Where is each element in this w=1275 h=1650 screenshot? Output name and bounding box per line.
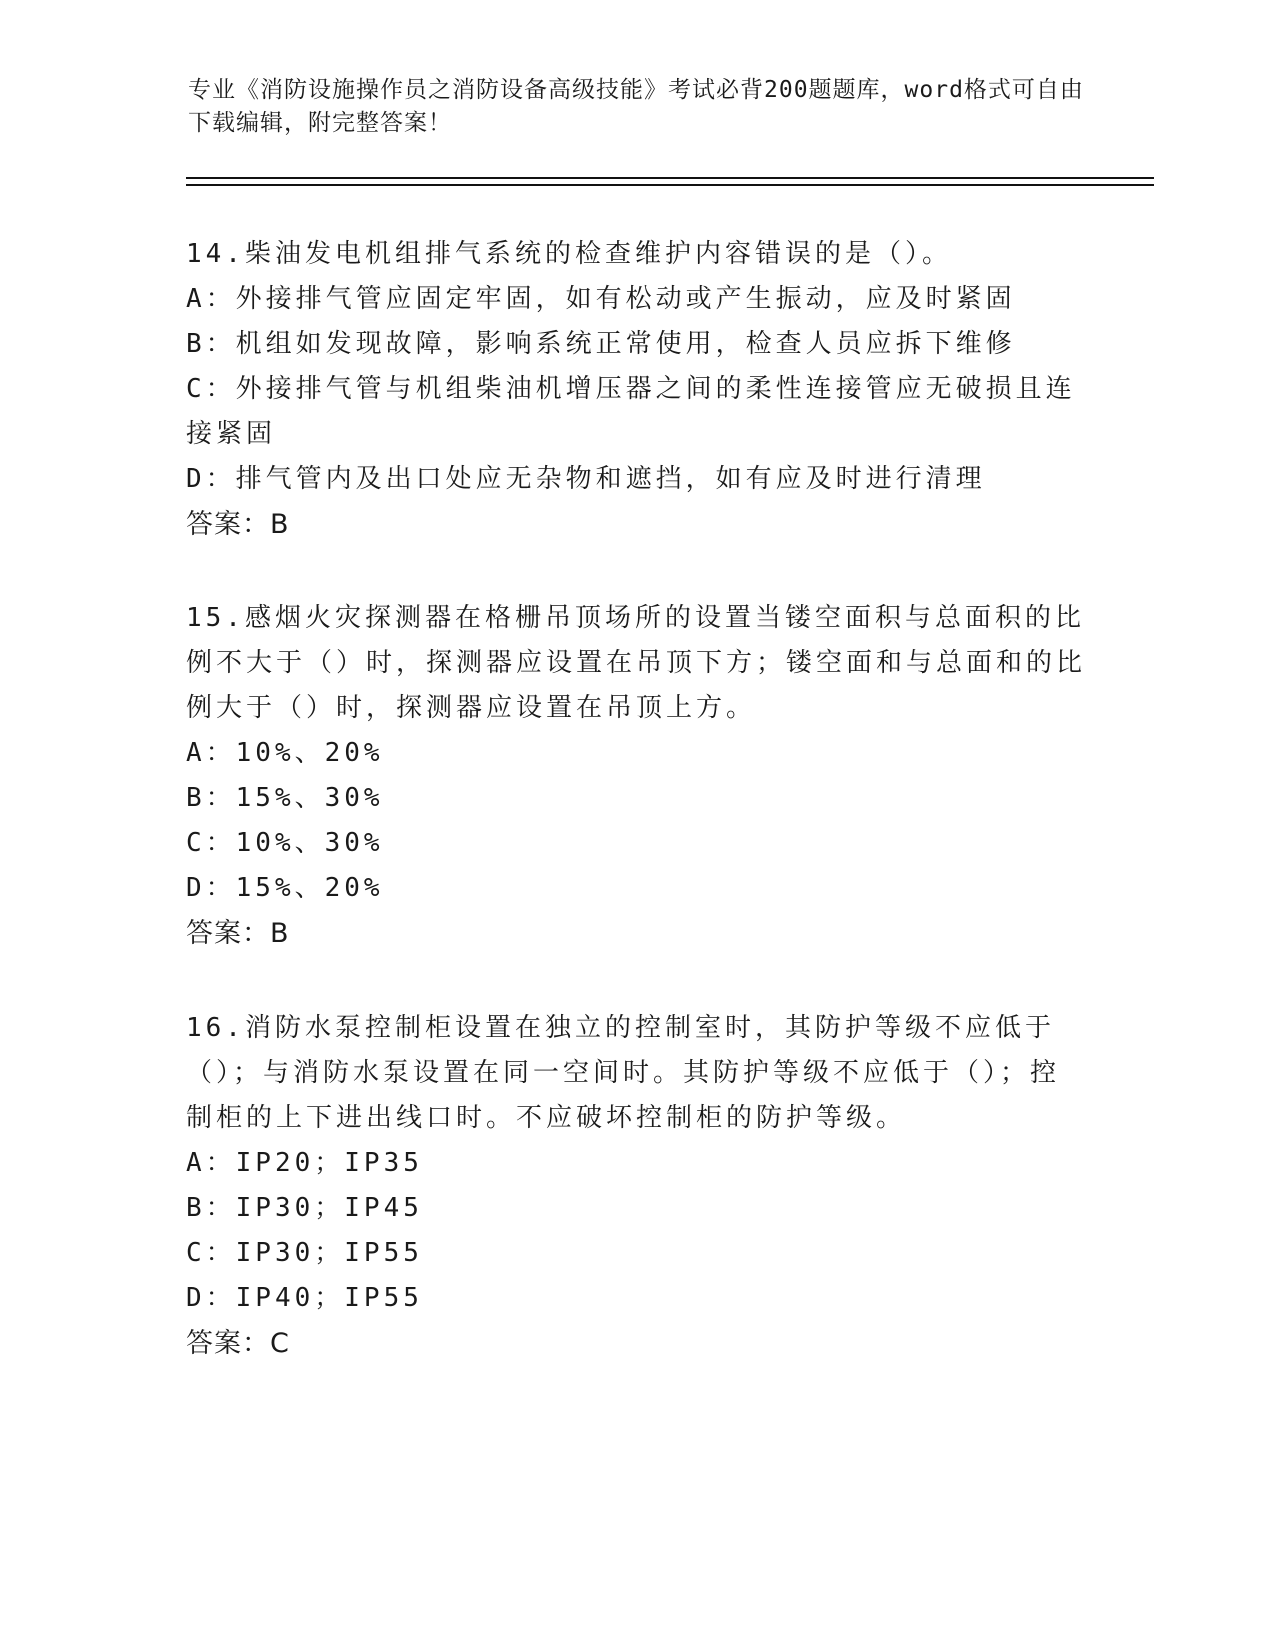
answer: 答案：B <box>186 918 290 949</box>
option-c: C：10%、30% <box>186 828 384 858</box>
question-stem: 16.消防水泵控制柜设置在独立的控制室时，其防护等级不应低于（）；与消防水泵设置在同一空间时。其防护等级不应低于（）；控制柜的上下进出线口时。不应破坏控制柜的防护等级。 <box>186 1013 1061 1133</box>
question-15 <box>186 596 1086 956</box>
header-divider-top <box>186 177 1154 179</box>
question-16 <box>186 1006 1086 1366</box>
option-d: D：15%、20% <box>186 873 384 903</box>
option-a: A：IP20；IP35 <box>186 1148 423 1178</box>
document-header: 专业《消防设施操作员之消防设备高级技能》考试必背200题题库，word格式可自由下载编辑，附完整答案！ <box>188 77 1084 136</box>
option-c: C：外接排气管与机组柴油机增压器之间的柔性连接管应无破损且连接紧固 <box>186 374 1076 449</box>
option-a: A：10%、20% <box>186 738 384 768</box>
question-14 <box>186 232 1086 547</box>
option-b: B：15%、30% <box>186 783 384 813</box>
option-d: D：IP40；IP55 <box>186 1283 423 1313</box>
option-b: B：IP30；IP45 <box>186 1193 423 1223</box>
option-c: C：IP30；IP55 <box>186 1238 423 1268</box>
option-a: A：外接排气管应固定牢固，如有松动或产生振动，应及时紧固 <box>186 284 1016 314</box>
answer: 答案：B <box>186 509 290 540</box>
question-stem: 14.柴油发电机组排气系统的检查维护内容错误的是（）。 <box>186 239 952 269</box>
option-d: D：排气管内及出口处应无杂物和遮挡，如有应及时进行清理 <box>186 464 986 494</box>
option-b: B：机组如发现故障，影响系统正常使用，检查人员应拆下维修 <box>186 329 1016 359</box>
question-stem: 15.感烟火灾探测器在格栅吊顶场所的设置当镂空面积与总面积的比例不大于（）时，探测器应设置在吊顶下方；镂空面和与总面和的比例大于（）时，探测器应设置在吊顶上方。 <box>186 603 1087 723</box>
answer: 答案：C <box>186 1328 290 1359</box>
header-divider-bottom <box>186 184 1154 186</box>
